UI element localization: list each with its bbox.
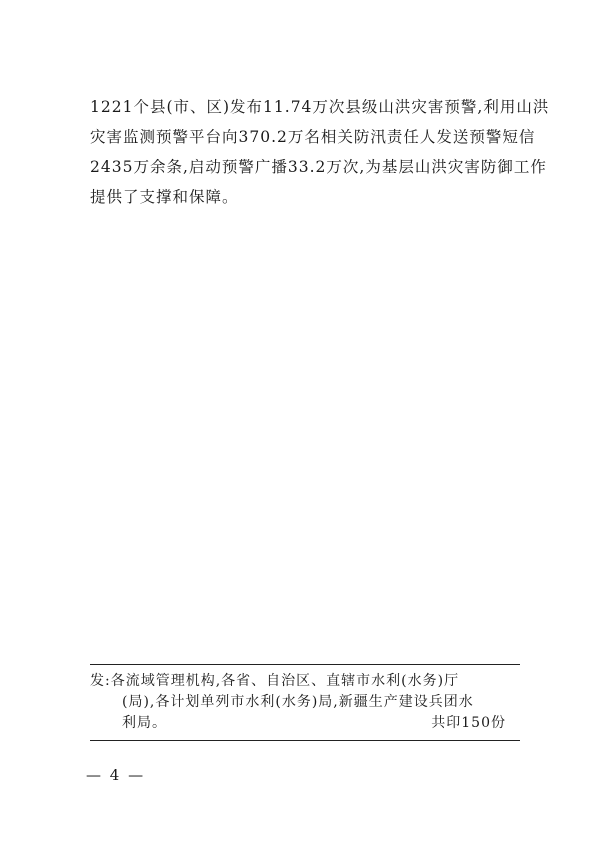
distribution-prefix: 发: — [90, 673, 111, 689]
page-number: — 4 — — [86, 766, 146, 784]
distribution-recipients: 各流域管理机构,各省、自治区、直辖市水利(水务)厅 — [110, 673, 460, 689]
distribution-line: (局),各计划单列市水利(水务)局,新疆生产建设兵团水 — [122, 694, 474, 710]
body-line: 提供了支撑和保障。 — [90, 188, 239, 206]
distribution-line — [90, 671, 520, 692]
copies-count: 共印150份 — [431, 715, 506, 731]
distribution-line: 利局。 — [122, 715, 167, 731]
bottom-rule — [90, 740, 520, 741]
body-line: 灾害监测预警平台向370.2万名相关防汛责任人发送预警短信 — [90, 128, 536, 146]
body-paragraph — [90, 92, 550, 212]
body-line: 2435万余条,启动预警广播33.2万次,为基层山洪灾害防御工作 — [90, 158, 547, 176]
distribution-block — [90, 664, 520, 741]
distribution-list — [90, 665, 520, 740]
body-line: 1221个县(市、区)发布11.74万次县级山洪灾害预警,利用山洪 — [90, 98, 550, 116]
